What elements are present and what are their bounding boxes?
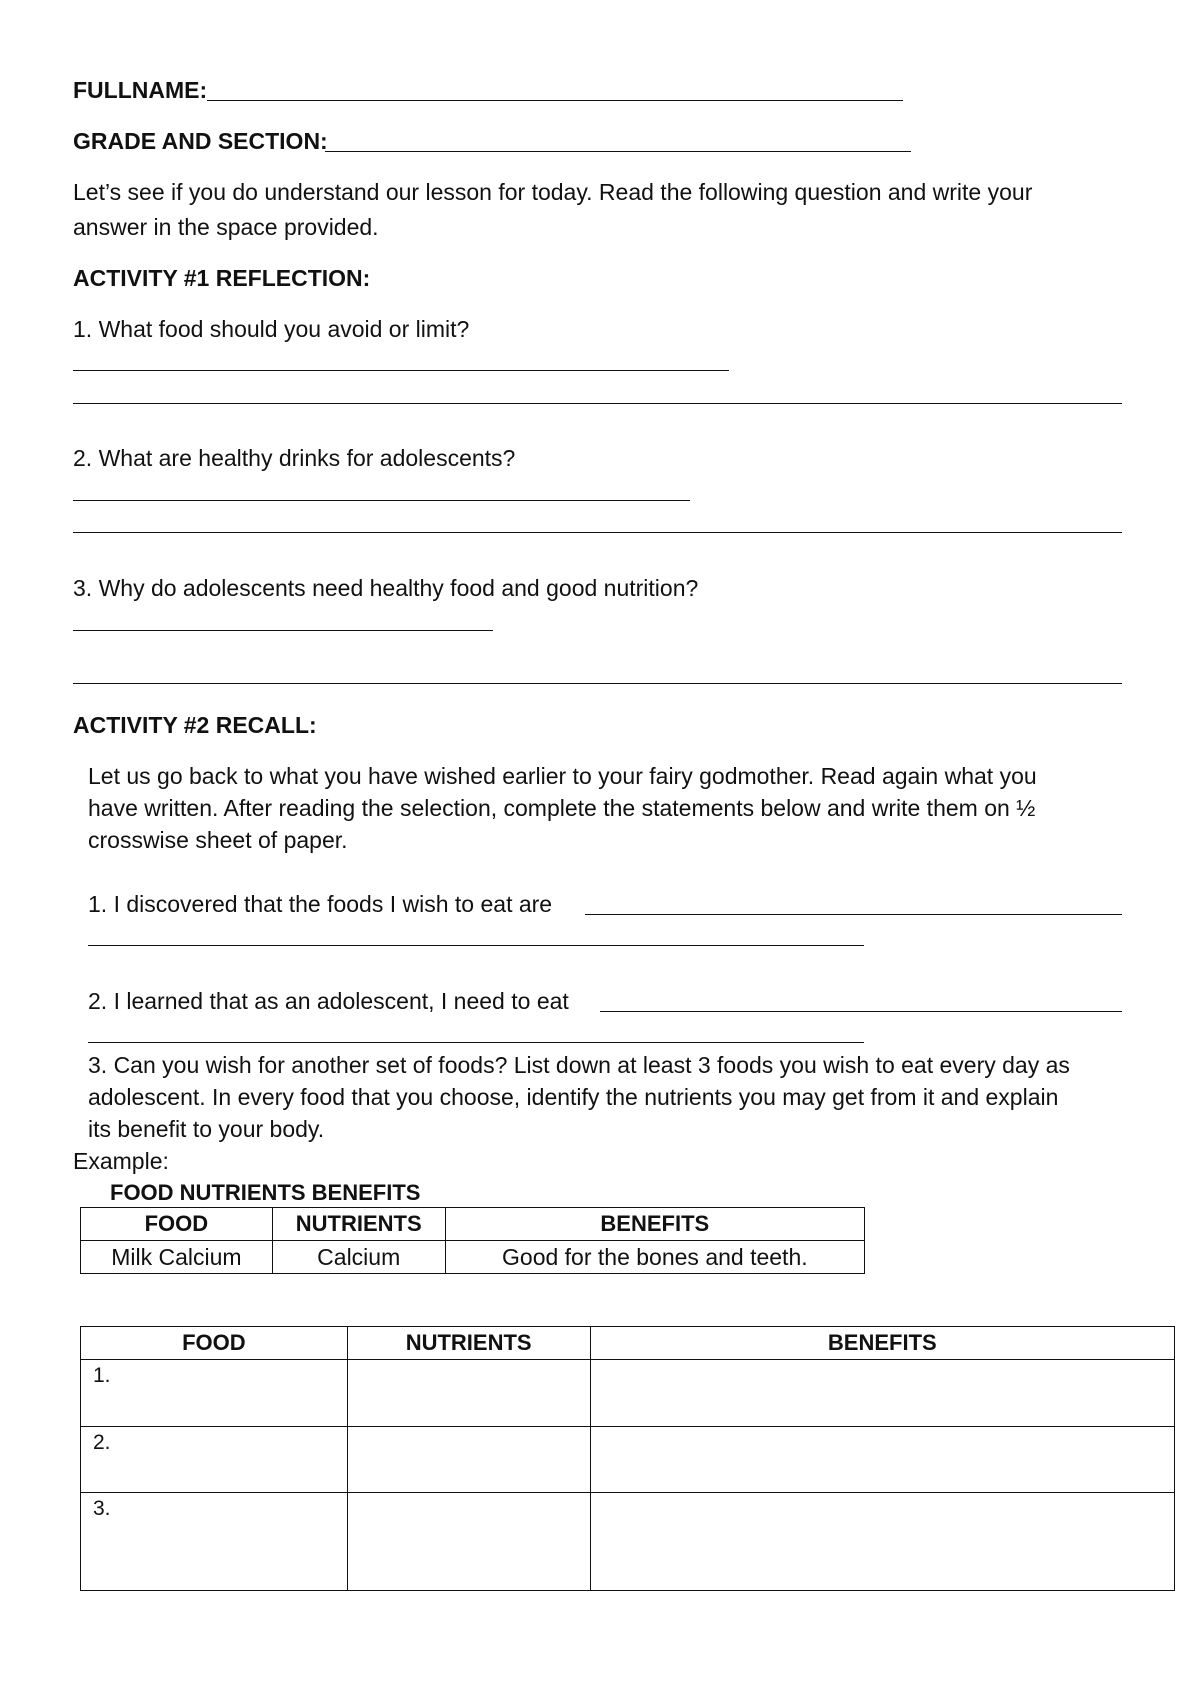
activity1-question-2: 2. What are healthy drinks for adolescents?: [73, 445, 516, 471]
fullname-label: FULLNAME:: [73, 77, 208, 103]
answer-cell-benefits-2[interactable]: [590, 1427, 1174, 1493]
answer-header-nutrients: NUTRIENTS: [347, 1327, 590, 1360]
activity2-statement-1: 1. I discovered that the foods I wish to eat are: [88, 891, 553, 917]
intro-text-line-1: Let’s see if you do understand our lesson for today. Read the following question and write your: [73, 179, 1033, 205]
statement1-answer-line-1[interactable]: [585, 914, 1122, 915]
statement2-answer-line-1[interactable]: [600, 1011, 1122, 1012]
intro-text-line-2: answer in the space provided.: [73, 214, 379, 240]
example-header-nutrients: NUTRIENTS: [272, 1208, 445, 1241]
answer-table-row: [81, 1493, 1175, 1591]
example-header-benefits: BENEFITS: [445, 1208, 864, 1241]
activity2-title: ACTIVITY #2 RECALL:: [73, 712, 317, 738]
activity2-item3-line-1: 3. Can you wish for another set of foods? List down at least 3 foods you wish to eat every day as: [88, 1052, 1070, 1078]
fullname-answer-line[interactable]: [207, 100, 903, 101]
grade-section-label: GRADE AND SECTION:: [73, 128, 328, 154]
question1-answer-line-2[interactable]: [73, 403, 1122, 404]
example-label: Example:: [73, 1148, 169, 1174]
answer-table-row: [81, 1360, 1175, 1427]
grade-section-answer-line[interactable]: [325, 151, 911, 152]
answer-cell-benefits-1[interactable]: [590, 1360, 1174, 1427]
activity2-statement-2: 2. I learned that as an adolescent, I need to eat: [88, 988, 569, 1014]
question2-answer-line-2[interactable]: [73, 532, 1122, 533]
answer-cell-food-2[interactable]: 2.: [81, 1427, 348, 1493]
answer-cell-nutrients-1[interactable]: [347, 1360, 590, 1427]
example-header-food: FOOD: [81, 1208, 273, 1241]
activity2-intro-line-3: crosswise sheet of paper.: [88, 827, 348, 853]
answer-cell-nutrients-3[interactable]: [347, 1493, 590, 1591]
answer-header-food: FOOD: [81, 1327, 348, 1360]
activity2-item3-line-2: adolescent. In every food that you choose, identify the nutrients you may get from it and explain: [88, 1084, 1059, 1110]
answer-header-benefits: BENEFITS: [590, 1327, 1174, 1360]
answer-table-header-row: [81, 1327, 1175, 1360]
activity1-title: ACTIVITY #1 REFLECTION:: [73, 265, 371, 291]
example-caption: FOOD NUTRIENTS BENEFITS: [110, 1180, 421, 1205]
answer-cell-food-3[interactable]: 3.: [81, 1493, 348, 1591]
example-table-row: [81, 1241, 865, 1274]
question2-answer-line-1[interactable]: [73, 500, 690, 501]
example-table: [80, 1207, 865, 1274]
statement2-answer-line-2[interactable]: [88, 1042, 864, 1043]
example-table-header-row: [81, 1208, 865, 1241]
answer-cell-nutrients-2[interactable]: [347, 1427, 590, 1493]
activity2-intro-line-2: have written. After reading the selection, complete the statements below and write them on ½: [88, 795, 1036, 821]
answer-table: [80, 1326, 1175, 1591]
activity1-question-3: 3. Why do adolescents need healthy food and good nutrition?: [73, 575, 699, 601]
answer-cell-food-1[interactable]: 1.: [81, 1360, 348, 1427]
activity1-question-1: 1. What food should you avoid or limit?: [73, 316, 470, 342]
activity2-intro-line-1: Let us go back to what you have wished earlier to your fairy godmother. Read again what you: [88, 763, 1037, 789]
question3-answer-line-1[interactable]: [73, 630, 493, 631]
example-cell-nutrients: Calcium: [272, 1241, 445, 1274]
example-cell-benefits: Good for the bones and teeth.: [445, 1241, 864, 1274]
statement1-answer-line-2[interactable]: [88, 945, 864, 946]
example-cell-food: Milk Calcium: [81, 1241, 273, 1274]
answer-cell-benefits-3[interactable]: [590, 1493, 1174, 1591]
answer-table-row: [81, 1427, 1175, 1493]
question1-answer-line-1[interactable]: [73, 370, 729, 371]
question3-answer-line-2[interactable]: [73, 683, 1122, 684]
activity2-item3-line-3: its benefit to your body.: [88, 1116, 325, 1142]
